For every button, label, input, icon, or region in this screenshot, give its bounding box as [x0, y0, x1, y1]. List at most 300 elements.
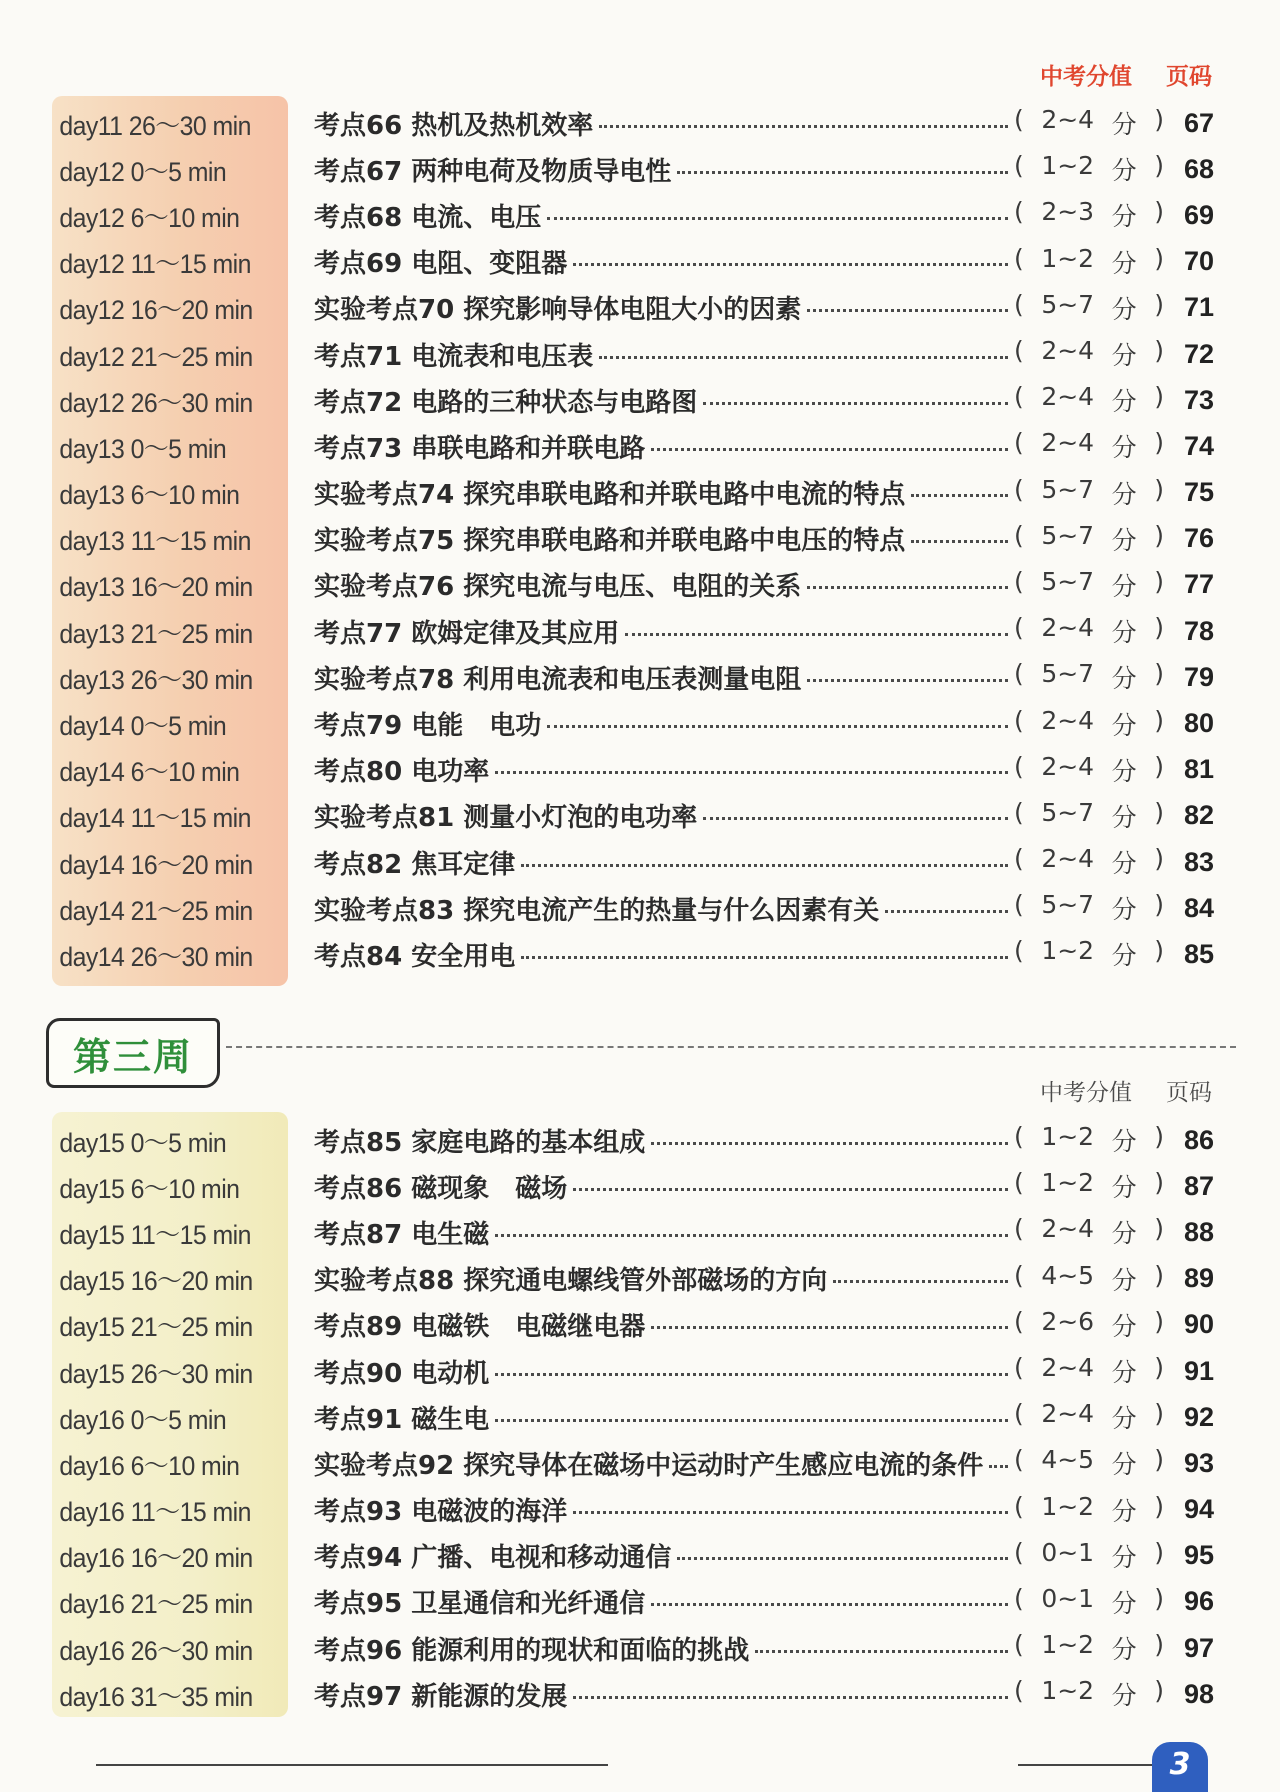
- score-unit: 分: [1111, 664, 1137, 694]
- score-range: [1014, 844, 1164, 880]
- score-unit: 分: [1111, 1542, 1137, 1572]
- score-range: [1014, 197, 1164, 233]
- paren-close: ): [1154, 382, 1164, 412]
- topic-title: 考点68 电流、电压: [314, 202, 542, 233]
- page-number: 88: [1183, 1216, 1214, 1247]
- topic-title: 考点89 电磁铁 电磁继电器: [314, 1312, 646, 1343]
- score-unit: 分: [1111, 1496, 1137, 1526]
- topic-title: 考点66 热机及热机效率: [314, 110, 594, 141]
- paren-open: (: [1014, 289, 1024, 319]
- toc-row: [52, 1256, 1232, 1302]
- page-number: 85: [1183, 938, 1214, 969]
- paren-close: ): [1154, 1260, 1164, 1290]
- page-number: 69: [1183, 199, 1214, 230]
- paren-close: ): [1154, 1491, 1164, 1521]
- toc-entry: [314, 1445, 1014, 1482]
- topic-title: 实验考点83 探究电流产生的热量与什么因素有关: [314, 895, 880, 926]
- day-time-label: day13 11～15 min: [59, 526, 251, 557]
- score-value: 0~1: [1041, 1583, 1095, 1613]
- page-column-label: 页码: [1166, 64, 1212, 90]
- paren-close: ): [1154, 1122, 1164, 1152]
- score-unit: 分: [1111, 156, 1137, 186]
- paren-close: ): [1154, 474, 1164, 504]
- page-number: 86: [1183, 1124, 1214, 1155]
- column-header-week3: [1040, 1074, 1212, 1107]
- score-value: 2~4: [1041, 382, 1095, 412]
- day-time-label: day16 21～25 min: [59, 1589, 253, 1620]
- score-range: [1014, 475, 1164, 511]
- score-value: 1~2: [1041, 1676, 1095, 1706]
- score-range: [1014, 1122, 1164, 1158]
- page-number: 76: [1183, 523, 1214, 554]
- paren-open: (: [1014, 844, 1024, 874]
- score-unit: 分: [1111, 525, 1137, 555]
- topic-title: 考点91 磁生电: [314, 1404, 490, 1435]
- topic-title: 实验考点88 探究通电螺线管外部磁场的方向: [314, 1266, 828, 1297]
- dot-leader: [521, 864, 1008, 867]
- toc-row: [52, 1579, 1232, 1625]
- toc-entry: [314, 797, 1014, 834]
- toc-entry: [314, 336, 1014, 373]
- day-time-label: day12 0～5 min: [59, 156, 227, 187]
- topic-title: 实验考点76 探究电流与电压、电阻的关系: [314, 572, 802, 603]
- paren-open: (: [1014, 1491, 1024, 1521]
- toc-entry: [314, 1168, 1014, 1205]
- paren-open: (: [1014, 1306, 1024, 1336]
- page-number: 90: [1183, 1309, 1214, 1340]
- paren-open: (: [1014, 1260, 1024, 1290]
- score-unit: 分: [1111, 1450, 1137, 1480]
- score-unit: 分: [1111, 1404, 1137, 1434]
- score-range: [1014, 1630, 1164, 1666]
- toc-row: [52, 931, 1232, 977]
- paren-close: ): [1154, 1676, 1164, 1706]
- topic-title: 考点80 电功率: [314, 757, 490, 788]
- toc-row: [52, 285, 1232, 331]
- page-number: 82: [1183, 800, 1214, 831]
- dot-leader: [651, 448, 1008, 451]
- page-number: 74: [1183, 430, 1214, 461]
- dot-leader: [807, 309, 1008, 312]
- dot-leader: [911, 540, 1008, 543]
- toc-entry: [314, 1676, 1014, 1713]
- score-range: [1014, 1261, 1164, 1297]
- score-unit: 分: [1111, 1265, 1137, 1295]
- score-value: 2~4: [1041, 336, 1095, 366]
- footer-rule: [96, 1764, 608, 1766]
- toc-row: [52, 192, 1232, 238]
- toc-row: [52, 793, 1232, 839]
- toc-row: [52, 747, 1232, 793]
- toc-entry: [314, 1260, 1014, 1297]
- page-number: 98: [1183, 1678, 1214, 1709]
- score-unit: 分: [1111, 1358, 1137, 1388]
- paren-open: (: [1014, 105, 1024, 135]
- toc-entry: [314, 1353, 1014, 1390]
- paren-close: ): [1154, 1537, 1164, 1567]
- score-unit: 分: [1111, 571, 1137, 601]
- score-range: [1014, 567, 1164, 603]
- toc-row: [52, 1671, 1232, 1717]
- score-unit: 分: [1111, 941, 1137, 971]
- paren-close: ): [1154, 1445, 1164, 1475]
- toc-row: [52, 100, 1232, 146]
- paren-close: ): [1154, 1168, 1164, 1198]
- score-unit: 分: [1111, 1219, 1137, 1249]
- paren-close: ): [1154, 844, 1164, 874]
- score-value: 1~2: [1041, 936, 1095, 966]
- day-time-label: day15 6～10 min: [59, 1173, 240, 1204]
- score-range: [1014, 1445, 1164, 1481]
- toc-entry: [314, 474, 1014, 511]
- paren-close: ): [1154, 336, 1164, 366]
- toc-entry: [314, 844, 1014, 881]
- paren-open: (: [1014, 520, 1024, 550]
- day-time-label: day13 6～10 min: [59, 480, 240, 511]
- paren-open: (: [1014, 1537, 1024, 1567]
- paren-close: ): [1154, 936, 1164, 966]
- day-time-label: day15 16～20 min: [59, 1266, 253, 1297]
- topic-title: 考点72 电路的三种状态与电路图: [314, 387, 698, 418]
- score-unit: 分: [1111, 294, 1137, 324]
- dot-leader: [755, 1650, 1008, 1653]
- score-value: 1~2: [1041, 1168, 1095, 1198]
- paren-open: (: [1014, 243, 1024, 273]
- toc-entry: [314, 1214, 1014, 1251]
- paren-close: ): [1154, 659, 1164, 689]
- page-column-label: 页码: [1166, 1080, 1212, 1106]
- day-time-label: day12 6～10 min: [59, 202, 240, 233]
- topic-title: 考点97 新能源的发展: [314, 1681, 568, 1712]
- toc-entry: [314, 105, 1014, 142]
- toc-row: [52, 1625, 1232, 1671]
- dot-leader: [651, 1326, 1008, 1329]
- paren-close: ): [1154, 151, 1164, 181]
- paren-open: (: [1014, 613, 1024, 643]
- score-unit: 分: [1111, 479, 1137, 509]
- toc-row: [52, 1163, 1232, 1209]
- toc-row: [52, 700, 1232, 746]
- paren-open: (: [1014, 1630, 1024, 1660]
- paren-open: (: [1014, 797, 1024, 827]
- paren-open: (: [1014, 936, 1024, 966]
- toc-row: [52, 470, 1232, 516]
- score-value: 2~4: [1041, 705, 1095, 735]
- score-value: 2~4: [1041, 1214, 1095, 1244]
- day-time-label: day14 11～15 min: [59, 803, 251, 834]
- paren-close: ): [1154, 1353, 1164, 1383]
- score-value: 5~7: [1041, 659, 1095, 689]
- toc-entry: [314, 1306, 1014, 1343]
- score-range: [1014, 382, 1164, 418]
- day-time-label: day14 26～30 min: [59, 941, 253, 972]
- page-number: 92: [1183, 1401, 1214, 1432]
- paren-close: ): [1154, 520, 1164, 550]
- topic-title: 实验考点74 探究串联电路和并联电路中电流的特点: [314, 480, 906, 511]
- day-time-label: day16 6～10 min: [59, 1450, 240, 1481]
- paren-close: ): [1154, 566, 1164, 596]
- dot-leader: [807, 586, 1008, 589]
- paren-open: (: [1014, 1399, 1024, 1429]
- score-value: 2~4: [1041, 751, 1095, 781]
- toc-entry: [314, 705, 1014, 742]
- paren-close: ): [1154, 797, 1164, 827]
- toc-row: [52, 146, 1232, 192]
- score-range: [1014, 1399, 1164, 1435]
- score-value: 2~4: [1041, 428, 1095, 458]
- score-unit: 分: [1111, 341, 1137, 371]
- topic-title: 实验考点75 探究串联电路和并联电路中电压的特点: [314, 526, 906, 557]
- score-value: 2~6: [1041, 1306, 1095, 1336]
- toc-entry: [314, 1583, 1014, 1620]
- score-value: 0~1: [1041, 1537, 1095, 1567]
- dot-leader: [599, 125, 1008, 128]
- toc-entry: [314, 151, 1014, 188]
- toc-entry: [314, 428, 1014, 465]
- toc-row: [52, 1302, 1232, 1348]
- toc-row: [52, 654, 1232, 700]
- topic-title: 实验考点78 利用电流表和电压表测量电阻: [314, 664, 802, 695]
- day-time-label: day16 31～35 min: [59, 1681, 253, 1712]
- score-range: [1014, 244, 1164, 280]
- page-number: 95: [1183, 1540, 1214, 1571]
- score-value: 2~4: [1041, 1399, 1095, 1429]
- score-unit: 分: [1111, 1681, 1137, 1711]
- topic-title: 实验考点92 探究导体在磁场中运动时产生感应电流的条件: [314, 1450, 984, 1481]
- score-range: [1014, 290, 1164, 326]
- toc-list-week3: [52, 1117, 1232, 1717]
- paren-open: (: [1014, 1168, 1024, 1198]
- page-number: 77: [1183, 569, 1214, 600]
- toc-entry: [314, 1399, 1014, 1436]
- score-value: 1~2: [1041, 1122, 1095, 1152]
- dot-leader: [703, 402, 1008, 405]
- paren-close: ): [1154, 890, 1164, 920]
- toc-entry: [314, 1630, 1014, 1667]
- paren-close: ): [1154, 243, 1164, 273]
- topic-title: 实验考点70 探究影响导体电阻大小的因素: [314, 295, 802, 326]
- score-unit: 分: [1111, 110, 1137, 140]
- toc-entry: [314, 613, 1014, 650]
- toc-entry: [314, 659, 1014, 696]
- toc-row: [52, 608, 1232, 654]
- topic-title: 考点93 电磁波的海洋: [314, 1497, 568, 1528]
- dot-leader: [573, 1188, 1008, 1191]
- paren-close: ): [1154, 613, 1164, 643]
- day-time-label: day16 26～30 min: [59, 1635, 253, 1666]
- dot-leader: [547, 217, 1008, 220]
- dashed-divider: [226, 1046, 1236, 1048]
- page-number: 71: [1183, 292, 1214, 323]
- score-unit: 分: [1111, 1588, 1137, 1618]
- paren-open: (: [1014, 382, 1024, 412]
- page-number: 67: [1183, 107, 1214, 138]
- toc-entry: [314, 289, 1014, 326]
- topic-title: 考点82 焦耳定律: [314, 849, 516, 880]
- dot-leader: [677, 1557, 1008, 1560]
- score-unit: 分: [1111, 849, 1137, 879]
- dot-leader: [807, 679, 1008, 682]
- score-range: [1014, 1168, 1164, 1204]
- paren-open: (: [1014, 705, 1024, 735]
- toc-row: [52, 839, 1232, 885]
- dot-leader: [573, 1511, 1008, 1514]
- dot-leader: [885, 910, 1008, 913]
- score-unit: 分: [1111, 202, 1137, 232]
- day-time-label: day12 11～15 min: [59, 249, 251, 280]
- topic-title: 考点90 电动机: [314, 1358, 490, 1389]
- score-range: [1014, 659, 1164, 695]
- score-unit: 分: [1111, 1173, 1137, 1203]
- page-number: 93: [1183, 1447, 1214, 1478]
- score-column-label: 中考分值: [1040, 1080, 1132, 1106]
- day-time-label: day11 26～30 min: [59, 110, 251, 141]
- dot-leader: [833, 1280, 1008, 1283]
- topic-title: 实验考点81 测量小灯泡的电功率: [314, 803, 698, 834]
- day-time-label: day15 0～5 min: [59, 1127, 227, 1158]
- score-range: [1014, 706, 1164, 742]
- dot-leader: [547, 725, 1008, 728]
- day-time-label: day13 0～5 min: [59, 433, 227, 464]
- day-time-label: day13 21～25 min: [59, 618, 253, 649]
- dot-leader: [495, 1234, 1008, 1237]
- toc-row: [52, 1209, 1232, 1255]
- page-number: 83: [1183, 846, 1214, 877]
- dot-leader: [521, 956, 1008, 959]
- toc-entry: [314, 520, 1014, 557]
- score-value: 2~4: [1041, 844, 1095, 874]
- page-number: 72: [1183, 338, 1214, 369]
- day-time-label: day14 6～10 min: [59, 757, 240, 788]
- page-number: 87: [1183, 1170, 1214, 1201]
- score-range: [1014, 1214, 1164, 1250]
- score-range: [1014, 1676, 1164, 1712]
- score-range: [1014, 428, 1164, 464]
- toc-row: [52, 562, 1232, 608]
- toc-entry: [314, 243, 1014, 280]
- toc-row: [52, 1348, 1232, 1394]
- toc-entry: [314, 936, 1014, 973]
- score-range: [1014, 890, 1164, 926]
- toc-list-week2: [52, 100, 1232, 978]
- dot-leader: [495, 771, 1008, 774]
- score-value: 1~2: [1041, 151, 1095, 181]
- score-range: [1014, 151, 1164, 187]
- score-unit: 分: [1111, 1311, 1137, 1341]
- paren-open: (: [1014, 1676, 1024, 1706]
- dot-leader: [703, 817, 1008, 820]
- topic-title: 考点96 能源利用的现状和面临的挑战: [314, 1635, 750, 1666]
- toc-row: [52, 1117, 1232, 1163]
- paren-close: ): [1154, 1214, 1164, 1244]
- column-header-top: [1040, 58, 1212, 91]
- topic-title: 考点71 电流表和电压表: [314, 341, 594, 372]
- dot-leader: [651, 1142, 1008, 1145]
- dot-leader: [911, 494, 1008, 497]
- score-value: 2~4: [1041, 105, 1095, 135]
- paren-open: (: [1014, 1122, 1024, 1152]
- paren-open: (: [1014, 197, 1024, 227]
- score-value: 1~2: [1041, 1491, 1095, 1521]
- score-unit: 分: [1111, 710, 1137, 740]
- score-unit: 分: [1111, 248, 1137, 278]
- paren-open: (: [1014, 428, 1024, 458]
- score-column-label: 中考分值: [1040, 64, 1132, 90]
- page-number: 78: [1183, 615, 1214, 646]
- dot-leader: [625, 633, 1008, 636]
- score-value: 5~7: [1041, 520, 1095, 550]
- dot-leader: [495, 1373, 1008, 1376]
- paren-close: ): [1154, 1630, 1164, 1660]
- paren-open: (: [1014, 890, 1024, 920]
- toc-row: [52, 1440, 1232, 1486]
- score-value: 5~7: [1041, 474, 1095, 504]
- score-value: 2~4: [1041, 1353, 1095, 1383]
- toc-entry: [314, 751, 1014, 788]
- page-number: 70: [1183, 246, 1214, 277]
- day-time-label: day14 21～25 min: [59, 895, 253, 926]
- page-number: 68: [1183, 153, 1214, 184]
- paren-open: (: [1014, 751, 1024, 781]
- topic-title: 考点94 广播、电视和移动通信: [314, 1543, 672, 1574]
- toc-entry: [314, 566, 1014, 603]
- topic-title: 考点95 卫星通信和光纤通信: [314, 1589, 646, 1620]
- toc-entry: [314, 890, 1014, 927]
- page-number: 80: [1183, 708, 1214, 739]
- toc-row: [52, 1533, 1232, 1579]
- day-time-label: day13 26～30 min: [59, 664, 253, 695]
- score-value: 4~5: [1041, 1260, 1095, 1290]
- toc-entry: [314, 197, 1014, 234]
- topic-title: 考点67 两种电荷及物质导电性: [314, 156, 672, 187]
- toc-row: [52, 516, 1232, 562]
- week-heading-box: [46, 1018, 220, 1088]
- topic-title: 考点87 电生磁: [314, 1219, 490, 1250]
- page-number: 79: [1183, 661, 1214, 692]
- topic-title: 考点84 安全用电: [314, 941, 516, 972]
- day-time-label: day13 16～20 min: [59, 572, 253, 603]
- page-number: 73: [1183, 384, 1214, 415]
- page-number: 91: [1183, 1355, 1214, 1386]
- paren-open: (: [1014, 336, 1024, 366]
- score-range: [1014, 1492, 1164, 1528]
- day-time-label: day14 0～5 min: [59, 711, 227, 742]
- page-number-badge: 3: [1152, 1742, 1208, 1792]
- paren-close: ): [1154, 705, 1164, 735]
- paren-close: ): [1154, 1399, 1164, 1429]
- toc-entry: [314, 1491, 1014, 1528]
- toc-row: [52, 331, 1232, 377]
- page-number: 89: [1183, 1263, 1214, 1294]
- day-time-label: day15 21～25 min: [59, 1312, 253, 1343]
- topic-title: 考点77 欧姆定律及其应用: [314, 618, 620, 649]
- score-range: [1014, 936, 1164, 972]
- score-range: [1014, 105, 1164, 141]
- score-range: [1014, 1353, 1164, 1389]
- score-value: 2~3: [1041, 197, 1095, 227]
- day-time-label: day14 16～20 min: [59, 849, 253, 880]
- score-unit: 分: [1111, 1635, 1137, 1665]
- paren-close: ): [1154, 105, 1164, 135]
- paren-open: (: [1014, 1445, 1024, 1475]
- page-number: 84: [1183, 892, 1214, 923]
- week-title: 第三周: [72, 1034, 193, 1079]
- score-unit: 分: [1111, 433, 1137, 463]
- toc-row: [52, 423, 1232, 469]
- paren-open: (: [1014, 474, 1024, 504]
- score-range: [1014, 336, 1164, 372]
- score-value: 2~4: [1041, 613, 1095, 643]
